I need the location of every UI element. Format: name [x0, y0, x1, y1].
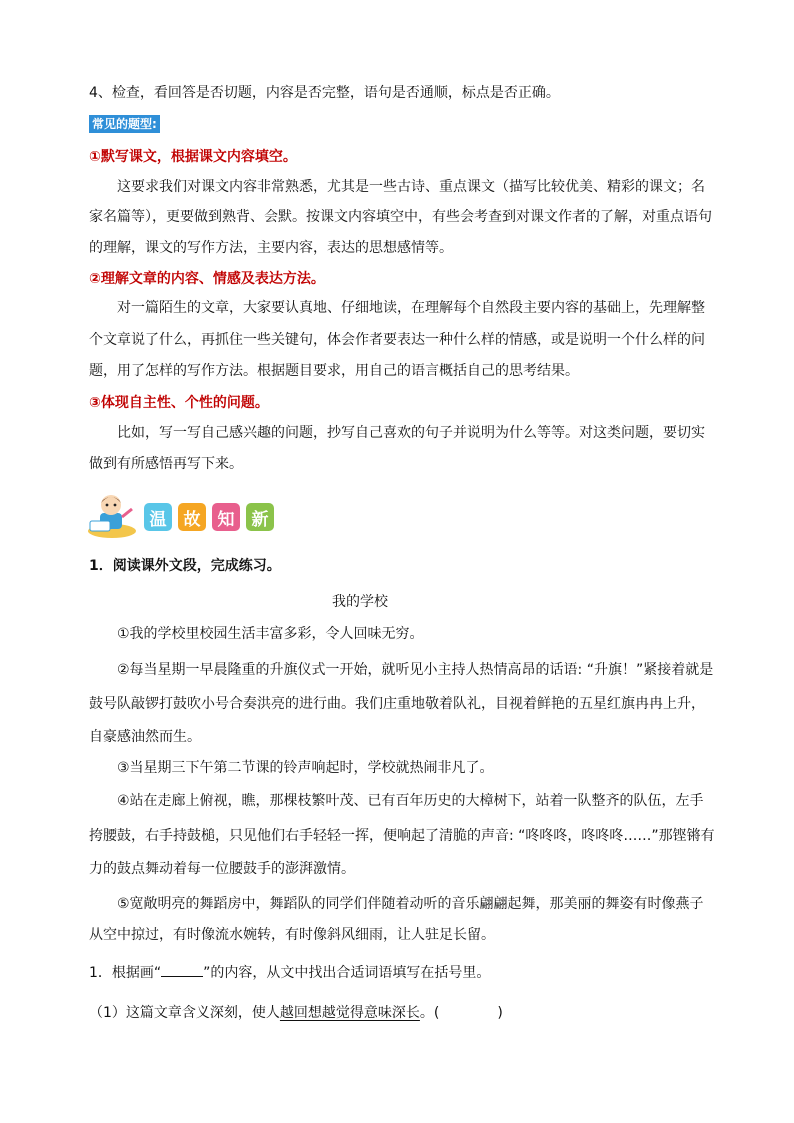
step-4-text: 4、检查，看回答是否切题，内容是否完整，语句是否通顺，标点是否正确。 [89, 85, 560, 101]
type3-line1: 比如，写一写自己感兴趣的问题，抄写自己喜欢的句子并说明为什么等等。对这类问题，要切实 [117, 425, 705, 441]
passage-p4b: 挎腰鼓，右手持鼓槌，只见他们右手轻轻一挥，便响起了清脆的声音: “咚咚咚，咚咚咚……”那铿锵有 [89, 828, 715, 844]
type2-line3: 题，用了怎样的写作方法。根据题目要求，用自己的语言概括自己的思考结果。 [89, 363, 579, 379]
passage-p2b: 鼓号队敲锣打鼓吹小号合奏洪亮的进行曲。我们庄重地敬着队礼，目视着鲜艳的五星红旗冉冉上升， [89, 696, 705, 712]
question-1-1-post: 。( [419, 1005, 440, 1021]
type3-line2: 做到有所感悟再写下来。 [89, 456, 243, 472]
passage-p4c: 力的鼓点舞动着每一位腰鼓手的澎湃激情。 [89, 861, 355, 877]
type1-line3: 的理解，课文的写作方法，主要内容，表达的思想感情等。 [89, 240, 453, 256]
question-1-1 [89, 1003, 503, 1023]
passage-p4a: ④站在走廊上俯视，瞧，那棵枝繁叶茂、已有百年历史的大樟树下，站着一队整齐的队伍，左手 [117, 793, 704, 809]
exercise-number: 1．阅读课外文段，完成练习。 [89, 558, 281, 574]
common-types-tag: 常见的题型: [89, 115, 160, 133]
banner-char-1: 温 [144, 503, 172, 531]
type1-line1: 这要求我们对课文内容非常熟悉，尤其是一些古诗、重点课文（描写比较优美、精彩的课文；名 [117, 179, 705, 195]
passage-p2c: 自豪感油然而生。 [89, 729, 201, 745]
type2-line1: 对一篇陌生的文章，大家要认真地、仔细地读，在理解每个自然段主要内容的基础上，先理解整 [117, 300, 705, 316]
banner-char-2: 故 [178, 503, 206, 531]
passage-p3: ③当星期三下午第二节课的铃声响起时，学校就热闹非凡了。 [117, 760, 494, 776]
question-1-1-close: ) [497, 1005, 503, 1021]
passage-title: 我的学校 [332, 594, 388, 610]
question-1-post: ”的内容，从文中找出合适词语填写在括号里。 [203, 965, 491, 981]
type3-heading: ③体现自主性、个性的问题。 [89, 395, 269, 411]
type1-heading: ①默写课文，根据课文内容填空。 [89, 149, 297, 165]
passage-p2a: ②每当星期一早晨隆重的升旗仪式一开始，就听见小主持人热情高昂的话语: “升旗！”紧接着就是 [117, 662, 714, 678]
type2-line2: 个文章说了什么，再抓住一些关键句，体会作者要表达一种什么样的情感，或是说明一个什么样的问 [89, 332, 705, 348]
passage-p5a: ⑤宽敞明亮的舞蹈房中，舞蹈队的同学们伴随着动听的音乐翩翩起舞，那美丽的舞姿有时像燕子 [117, 896, 704, 912]
underline-marker [161, 964, 203, 977]
banner-char-3: 知 [212, 503, 240, 531]
passage-p1: ①我的学校里校园生活丰富多彩，令人回味无穷。 [117, 626, 424, 642]
question-1-1-underlined: 越回想越觉得意味深长 [279, 1005, 420, 1021]
review-banner [144, 503, 274, 531]
type1-line2: 家名篇等），更要做到熟背、会默。按课文内容填空中，有些会考查到对课文作者的了解，对重点语句 [89, 209, 712, 225]
question-1 [89, 963, 490, 983]
banner-char-4: 新 [246, 503, 274, 531]
type2-heading: ②理解文章的内容、情感及表达方法。 [89, 271, 325, 287]
question-1-pre: 1．根据画“ [89, 965, 162, 981]
passage-p5b: 从空中掠过，有时像流水婉转，有时像斜风细雨，让人驻足长留。 [89, 927, 495, 943]
question-1-1-pre: （1）这篇文章含义深刻，使人 [89, 1005, 280, 1021]
student-reading-icon [86, 491, 138, 539]
